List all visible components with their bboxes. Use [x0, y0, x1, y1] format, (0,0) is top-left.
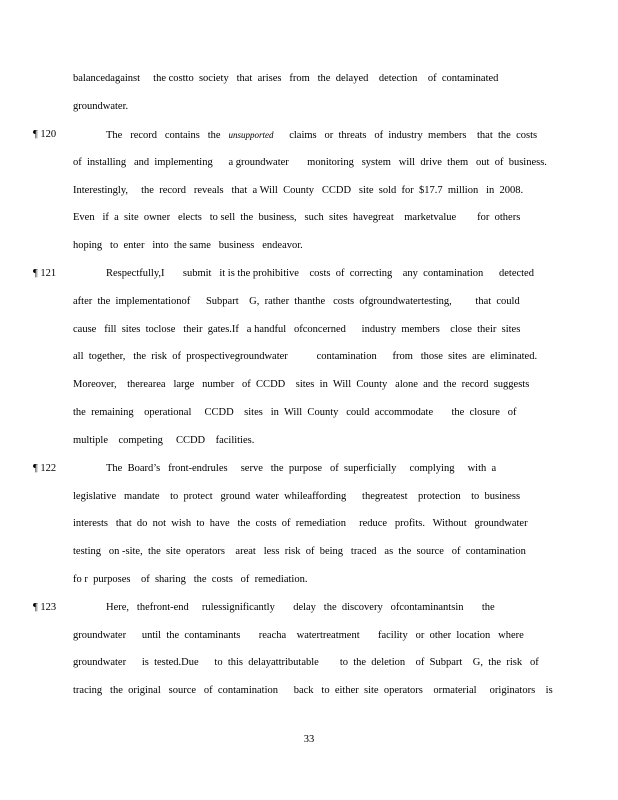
text-line: tracing the original source of contamination back to either site operators ormaterial originators is: [73, 685, 553, 696]
text-line: Moreover, therearea large number of CCDD sites in Will County alone and the record suggests: [73, 379, 530, 390]
text-line: cause fill sites toclose their gates.If a handful ofconcerned industry members close their sites: [73, 324, 521, 335]
text-line: Interestingly, the record reveals that a Will County CCDD site sold for $17.7 million in 2008.: [73, 185, 524, 196]
text-line: Even if a site owner elects to sell the business, such sites havegreat marketvalue for others: [73, 212, 521, 223]
paragraph-number: ¶ 121: [33, 268, 57, 279]
text-line: testing on -site, the site operators areat less risk of being traced as the source of contamination: [73, 546, 526, 557]
text-line: Respectfully,I submit it is the prohibitive costs of correcting any contamination detected: [106, 268, 534, 279]
text-line: the remaining operational CCDD sites in Will County could accommodate the closure of: [73, 407, 517, 418]
text-line: groundwater.: [73, 101, 129, 112]
page-number: 33: [303, 734, 315, 745]
text-line: balancedagainst the costto society that arises from the delayed detection of contaminated: [73, 73, 499, 84]
paragraph-number: ¶ 123: [33, 602, 57, 613]
text-line: all together, the risk of prospectivegroundwater contamination from those sites are eliminated.: [73, 351, 538, 362]
paragraph-number: ¶ 120: [33, 129, 57, 140]
text-line: groundwater is tested.Due to this delayattributable to the deletion of Subpart G, the risk of: [73, 657, 539, 668]
text-line: interests that do not wish to have the costs of remediation reduce profits. Without groundwater: [73, 518, 528, 529]
text-line: The record contains the unsupported claims or threats of industry members that the costs: [106, 130, 538, 141]
text-line: hoping to enter into the same business endeavor.: [73, 240, 303, 251]
emphasis-text: unsupported: [228, 130, 274, 140]
paragraph-number: ¶ 122: [33, 463, 57, 474]
text-line: after the implementationof Subpart G, rather thanthe costs ofgroundwatertesting, that could: [73, 296, 520, 307]
text-line: legislative mandate to protect ground water whileaffording thegreatest protection to business: [73, 491, 521, 502]
text-line: The Board’s front-endrules serve the purpose of superficially complying with a: [106, 463, 497, 474]
text-line: multiple competing CCDD facilities.: [73, 435, 255, 446]
text-line: Here, thefront-end rulessignificantly delay the discovery ofcontaminantsin the: [106, 602, 495, 613]
text-line: groundwater until the contaminants reacha watertreatment facility or other location where: [73, 630, 524, 641]
text-line: fo r purposes of sharing the costs of remediation.: [73, 574, 308, 585]
text-line: of installing and implementing a groundwater monitoring system will drive them out of business.: [73, 157, 547, 168]
